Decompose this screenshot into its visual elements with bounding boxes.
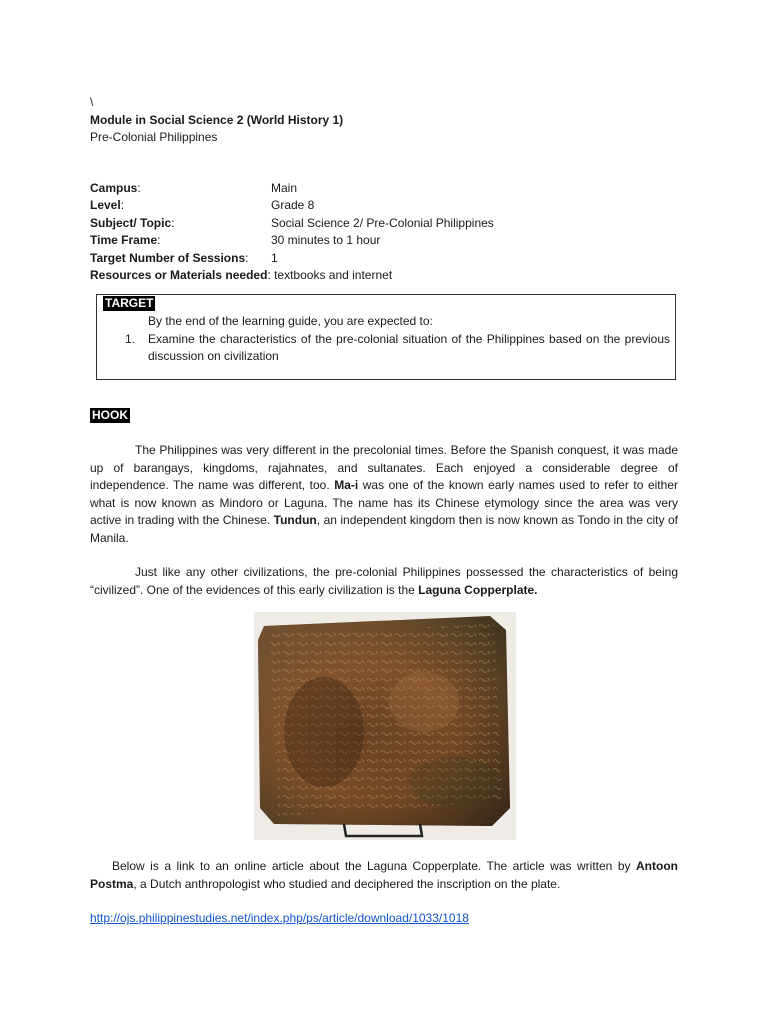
info-row-subject: Subject/ Topic: Social Science 2/ Pre-Colonial Philippines — [90, 215, 678, 233]
target-tag: TARGET — [105, 295, 154, 310]
info-value: textbooks and internet — [274, 268, 393, 282]
info-label: Target Number of Sessions — [90, 250, 246, 265]
target-box — [96, 294, 676, 380]
objective-number: 1. — [125, 331, 136, 346]
hook-paragraph-1 — [90, 442, 678, 547]
info-row-campus: Campus: Main — [90, 180, 678, 198]
target-objective — [125, 331, 670, 366]
stray-backslash: \ — [90, 95, 94, 109]
text-run: was one of the known early names used to refer to either what is now known as Mindoro or Laguna. The name has its Chinese etymology since the area was very active in trading with the Chinese. — [90, 478, 678, 527]
module-title: Module in Social Science 2 (World History 1) — [90, 112, 344, 127]
info-row-time-frame: Time Frame: 30 minutes to 1 hour — [90, 232, 678, 250]
text-run: Below is a link to an online article about the Laguna Copperplate. The article was written by — [112, 859, 637, 873]
info-label: Subject/ Topic — [90, 215, 172, 230]
article-link[interactable]: http://ojs.philippinestudies.net/index.php/ps/article/download/1033/1018 — [90, 911, 469, 925]
laguna-copperplate-image — [254, 612, 516, 840]
info-row-level: Level: Grade 8 — [90, 197, 678, 215]
target-intro: By the end of the learning guide, you are expected to: — [148, 313, 433, 328]
document-page — [90, 94, 679, 925]
topic-subtitle: Pre-Colonial Philippines — [90, 130, 218, 144]
hook-tag: HOOK — [92, 408, 128, 422]
info-row-sessions: Target Number of Sessions: 1 — [90, 250, 678, 268]
hook-paragraph-2 — [90, 564, 678, 599]
info-value: Grade 8 — [271, 198, 315, 212]
text-run: The Philippines was very different in the precolonial times. Before the Spanish conquest, it was made up of barangays, kingdoms, rajahnates, and sultanates. Each enjoyed a considerable degree of independence. The name was different, too. — [90, 443, 678, 492]
hook-paragraph-3 — [90, 858, 678, 893]
info-label: Level — [90, 198, 121, 212]
info-value: 30 minutes to 1 hour — [271, 233, 381, 247]
term-ma-i: Ma-i — [334, 478, 359, 492]
text-run: , an independent kingdom then is now known as Tondo in the city of Manila. — [90, 513, 679, 545]
objective-text: Examine the characteristics of the pre-colonial situation of the Philippines based on the previous discussion on civilization — [148, 331, 670, 363]
module-info-list — [90, 180, 678, 285]
term-tundun: Tundun — [273, 513, 317, 527]
info-value: Main — [271, 180, 298, 195]
info-label: Resources or Materials needed — [90, 268, 268, 282]
text-run: Just like any other civilizations, the pre-colonial Philippines possessed the characteristics of being “civilized”. One of the evidences of this early civilization is the — [90, 565, 678, 597]
info-label: Campus — [90, 180, 138, 195]
info-value: Social Science 2/ Pre-Colonial Philippines — [271, 215, 494, 230]
info-row-resources: Resources or Materials needed: textbooks and internet — [90, 268, 393, 282]
term-laguna-copperplate: Laguna Copperplate. — [418, 582, 538, 597]
text-run: , a Dutch anthropologist who studied and deciphered the inscription on the plate. — [133, 876, 561, 891]
info-label: Time Frame — [90, 233, 158, 247]
info-value: 1 — [271, 250, 278, 265]
author-name: Antoon Postma — [90, 859, 678, 891]
